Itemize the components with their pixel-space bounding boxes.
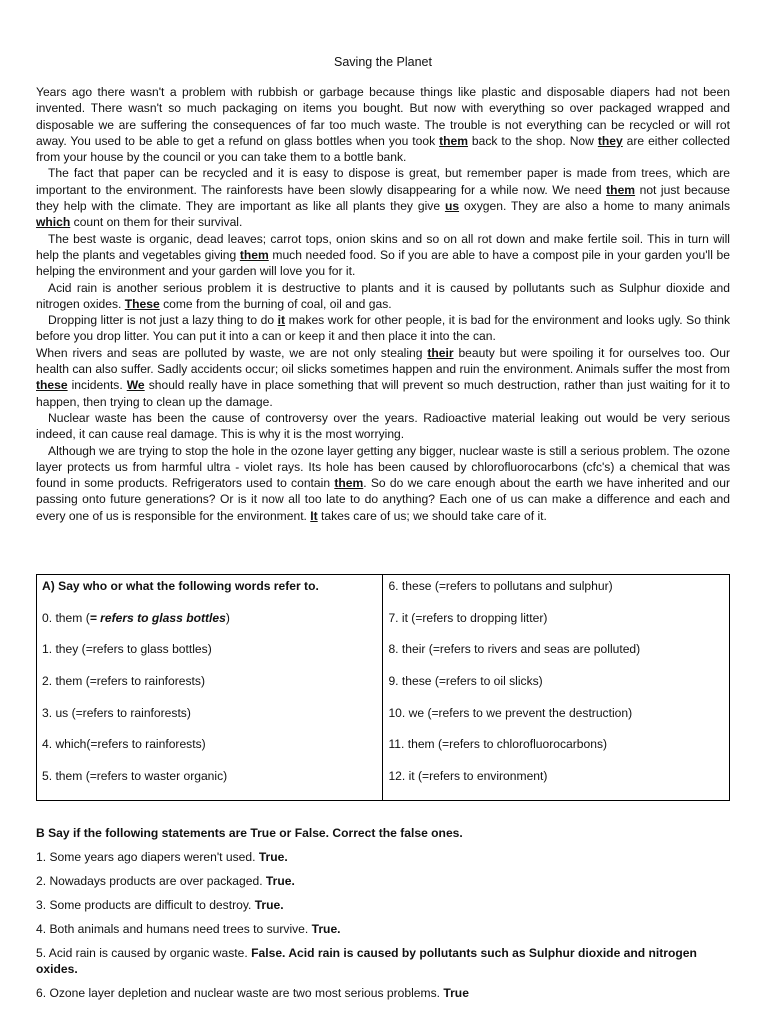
paragraph-4 [36,280,730,313]
statement-answer: True. [311,922,341,936]
passage-text: much needed food. So if you are able to have a compost pile in your garden you'll be helping the environment and your garden will love you for it. [36,247,730,279]
example-item [42,610,377,642]
list-item: 10. we (=refers to we prevent the destruction) [388,705,633,720]
passage-text: back to the shop. Now [467,133,598,148]
passage-text: incidents. [67,378,127,393]
list-item: 6. these (=refers to pollutans and sulphur) [388,579,613,593]
page-title: Saving the Planet [334,55,432,69]
passage-text: beauty but were spoiling it for ourselves too. Our health can also suffer. Sadly accidents occur; oil slicks sometimes happen and ruin the environment. Animals suffer the most from [36,345,730,377]
reference-word: they [597,133,623,148]
passage-text: oxygen. They are also a home to many animals [459,199,730,214]
statement-item [36,873,730,889]
passage-text: not just because they help with the climate. They are important as like all plants they give [36,182,730,214]
left-column [37,575,383,801]
section-b [36,826,730,1009]
reference-word: them [239,247,269,262]
statement-item [36,849,730,865]
statement-answer: True. [265,874,295,888]
statement-answer: True [443,986,469,1000]
reference-word: It [310,508,318,523]
list-item: 8. their (=refers to rivers and seas are polluted) [388,642,641,657]
passage-text: takes care of us; we should take care of it. [317,508,547,523]
paragraph-1 [36,84,730,165]
list-item: 1. they (=refers to glass bottles) [42,642,212,657]
reference-word: us [444,199,460,214]
paragraph-7: Nuclear waste has been the cause of controversy over the years. Radioactive material leaking out would be very serious indeed, it can cause real damage. This is why it is the most worrying. [36,410,730,442]
passage-text: When rivers and seas are polluted by waste, we are not only stealing [36,345,428,360]
statement-text: 4. Both animals and humans need trees to survive. [36,922,312,936]
passage-text: count on them for their survival. [70,215,243,230]
example-suffix: ) [225,610,230,625]
statement-answer: False. Acid rain is caused by pollutants such as Sulphur dioxide and nitrogen oxides. [36,946,697,976]
paragraph-2 [36,165,730,230]
section-b-heading: B Say if the following statements are True or False. Correct the false ones. [36,826,463,840]
statement-text: 6. Ozone layer depletion and nuclear waste are two most serious problems. [36,986,444,1000]
passage-text: makes work for other people, it is bad for the environment and looks ugly. So think before you drop litter. You can put it into a can or keep it and then place it into the can. [36,313,730,344]
list-item: 11. them (=refers to chlorofluorocarbons) [388,737,608,752]
passage-text: Years ago there wasn't a problem with rubbish or garbage because things like plastic and disposable diapers had not been invented. There wasn't so much packaging on items you bought. But now with everything so over packaged wrapped and disposable we are suffering the consequences of far too much waste. The trouble is not everything can be recycled or will rot away. You used to be able to get a refund on glass bottles when you took [36,85,730,148]
reference-word: We [126,378,145,393]
passage-text: Although we are trying to stop the hole in the ozone layer getting any bigger, nuclear waste is still a serious problem. The ozone layer protects us from harmful ultra - violet rays. Its hole has been caused by chlorofluorocarbons (cfc's) a chemical that was found in some products. Refrigerators used to contain [36,443,730,491]
table-row [37,575,730,801]
statement-text: 5. Acid rain is caused by organic waste. [36,946,252,960]
passage-text: Dropping litter is not just a lazy thing to do [48,313,278,328]
right-column [383,575,730,801]
statement-item [36,985,730,1001]
passage-text: come from the burning of coal, oil and gas. [159,296,392,311]
passage-text: The fact that paper can be recycled and it is easy to dispose is great, but remember paper is made from trees, which are important to the environment. The rainforests have been slowly disappearing for a while now. We need [36,166,730,197]
statement-text: 3. Some products are difficult to destroy. [36,898,255,912]
reference-word: their [427,345,454,360]
statement-text: 2. Nowadays products are over packaged. [36,874,266,888]
list-item: 3. us (=refers to rainforests) [42,705,191,720]
reference-word: these [36,378,68,393]
paragraph-8 [36,443,730,524]
reference-word: them [606,182,636,197]
reference-word: it [277,313,286,328]
list-item: 12. it (=refers to environment) [388,769,548,784]
statement-text: 1. Some years ago diapers weren't used. [36,850,259,864]
passage-text: . So do we care enough about the earth we have inherited and our passing onto future generations? Or is it now all too late to do anything? Each one of us can make a difference and each and every one of us is responsible for the environment. [36,476,730,523]
reference-exercise-table [36,574,730,801]
passage-text: Acid rain is another serious problem it is destructive to plants and it is caused by pollutants such as Sulphur dioxide and nitrogen oxides. [36,280,730,311]
section-a-heading: A) Say who or what the following words refer to. [42,579,319,593]
passage-text: should really have in place something that will prevent so much destruction, rather than just waiting for it to happen, then trying to clean up the damage. [36,378,730,409]
list-item: 7. it (=refers to dropping litter) [388,610,548,625]
passage-text: The best waste is organic, dead leaves; carrot tops, onion skins and so on all rot down and make fertile soil. This in turn will help the plants and vegetables giving [36,231,730,262]
example-answer: = refers to glass bottles [89,610,226,625]
list-item: 4. which(=refers to rainforests) [42,737,206,752]
statement-item [36,897,730,913]
statement-answer: True. [254,898,284,912]
list-item: 9. these (=refers to oil slicks) [388,674,543,689]
statement-item [36,945,730,977]
example-prefix: 0. them ( [42,610,90,625]
paragraph-3 [36,231,730,280]
reference-word: These [124,296,160,311]
reading-passage [36,84,730,524]
statement-item [36,921,730,937]
statement-answer: True. [258,850,288,864]
list-item: 2. them (=refers to rainforests) [42,674,205,689]
reference-word: them [439,133,468,148]
paragraph-5 [36,312,730,345]
list-item: 5. them (=refers to waster organic) [42,769,228,784]
paragraph-6 [36,345,730,410]
reference-word: which [36,215,71,230]
passage-text: are either collected from your house by the council or you can take them to a bottle bank. [36,133,731,165]
reference-word: them [334,476,364,491]
